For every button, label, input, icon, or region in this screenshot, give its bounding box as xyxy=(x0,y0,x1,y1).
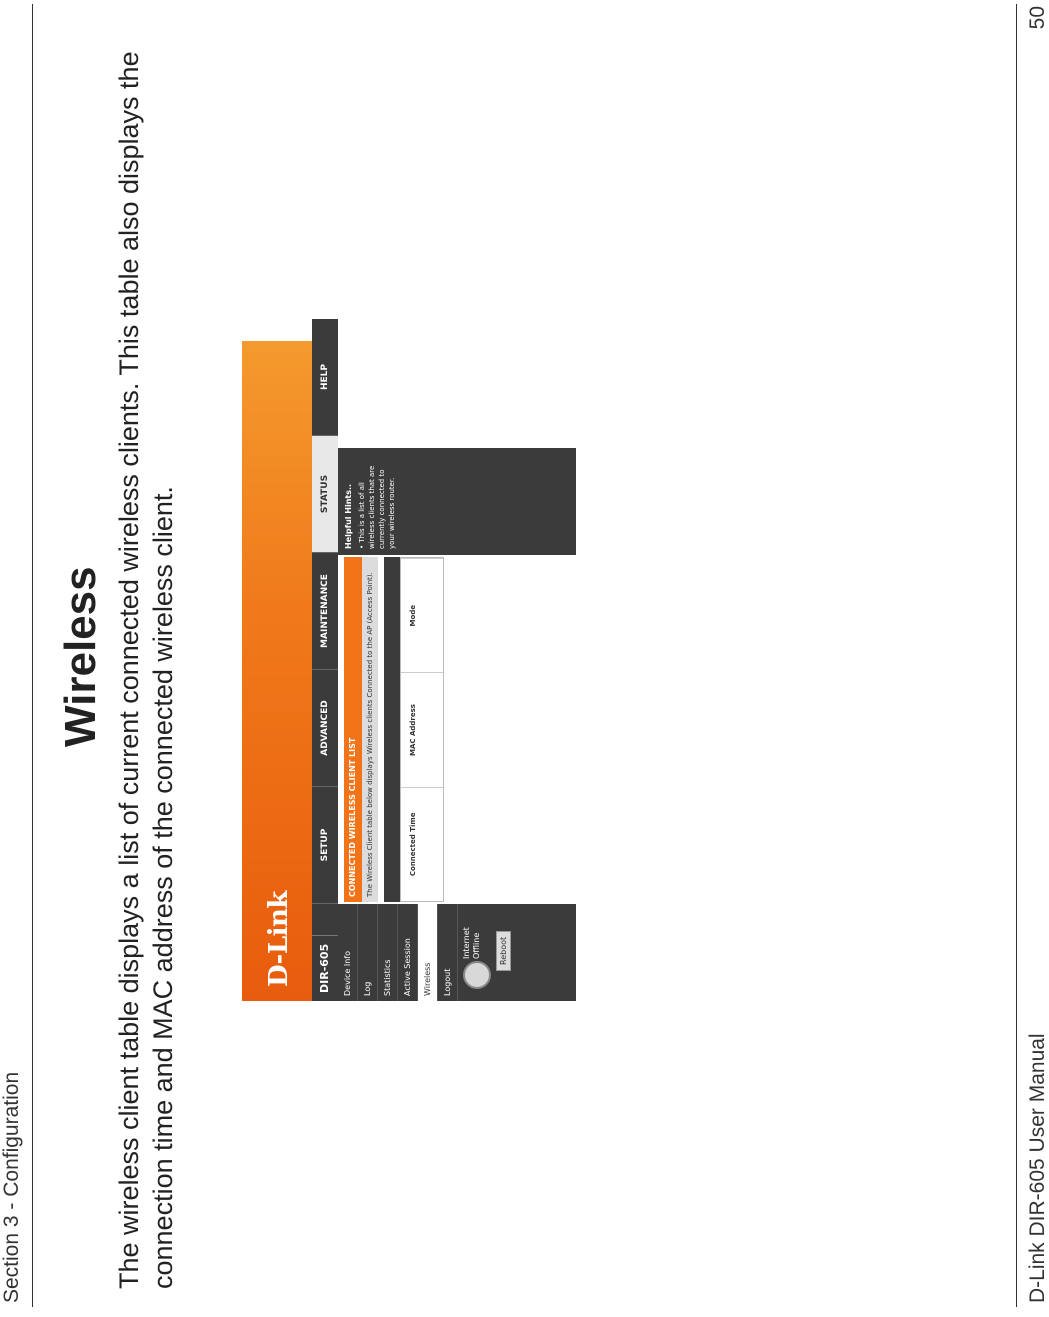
footer-rule xyxy=(1016,4,1017,1307)
router-ui-screenshot xyxy=(242,341,576,1001)
help-panel xyxy=(338,448,576,555)
globe-icon xyxy=(463,961,491,989)
page-title: Wireless xyxy=(56,566,105,747)
column-header-connected-time: Connected Time xyxy=(401,787,443,901)
main-panel xyxy=(338,555,576,904)
help-text: • This is a list of all wireless clients that are currently connected to your wireless router. xyxy=(358,465,396,549)
column-header-mode: Mode xyxy=(401,558,443,672)
sidebar-item-log[interactable]: Log xyxy=(358,904,378,1001)
internet-status: Internet Offline xyxy=(462,927,481,959)
tab-help[interactable]: HELP xyxy=(312,319,338,436)
blank-area xyxy=(338,341,576,448)
tab-maintenance[interactable]: MAINTENANCE xyxy=(312,553,338,670)
tab-advanced[interactable]: ADVANCED xyxy=(312,670,338,787)
reboot-button[interactable]: Reboot xyxy=(496,931,511,971)
page-number: 50 xyxy=(1026,6,1049,30)
sidebar-item-device-info[interactable]: Device Info xyxy=(338,904,358,1001)
top-nav xyxy=(312,341,338,1001)
nav-tabs xyxy=(312,319,338,904)
sidebar-item-logout[interactable]: Logout xyxy=(438,904,458,1001)
sidebar-item-wireless[interactable]: Wireless xyxy=(418,904,438,1001)
dlink-logo: D-Link xyxy=(264,891,294,987)
section-title: CONNECTED WIRELESS CLIENT LIST xyxy=(344,557,362,902)
footer-manual: D-Link DIR-605 User Manual xyxy=(1026,1033,1049,1303)
section-header: Section 3 - Configuration xyxy=(0,1071,23,1303)
brand-banner xyxy=(242,341,312,1001)
section-description: The Wireless Client table below displays Wireless clients Connected to the AP (Access Point). xyxy=(362,557,378,902)
help-title: Helpful Hints.. xyxy=(344,483,353,549)
model-label: DIR-605 xyxy=(312,935,338,1001)
tab-status[interactable]: STATUS xyxy=(312,436,338,553)
column-header-mac-address: MAC Address xyxy=(401,672,443,786)
client-table xyxy=(400,557,444,902)
body-paragraph: The wireless client table displays a list of current connected wireless clients. This table also displays the connection time and MAC address of the connected wireless client. xyxy=(114,51,178,1289)
header-rule xyxy=(32,4,33,1307)
sidebar xyxy=(338,904,576,1001)
tab-setup[interactable]: SETUP xyxy=(312,787,338,904)
sidebar-item-active-session[interactable]: Active Session xyxy=(398,904,418,1001)
sidebar-item-statistics[interactable]: Statistics xyxy=(378,904,398,1001)
table-title-bar xyxy=(384,557,400,902)
